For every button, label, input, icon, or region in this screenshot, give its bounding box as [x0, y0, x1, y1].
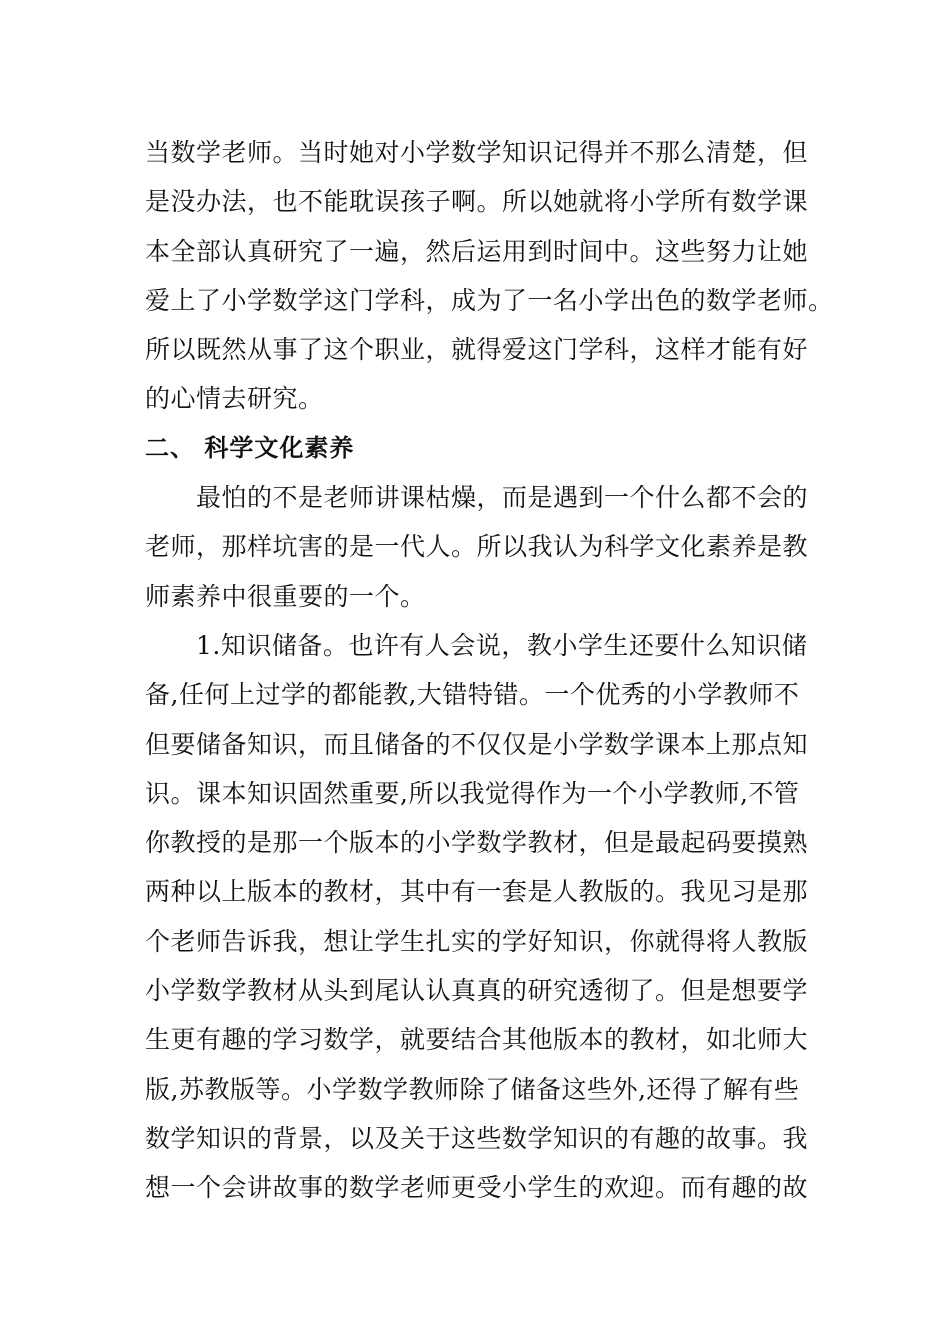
paragraph-line: 个老师告诉我，想让学生扎实的学好知识，你就得将人教版 [145, 926, 809, 956]
paragraph-line: 最怕的不是老师讲课枯燥，而是遇到一个什么都不会的 [145, 483, 809, 513]
paragraph-line: 爱上了小学数学这门学科，成为了一名小学出色的数学老师。 [145, 285, 834, 315]
paragraph-line: 小学数学教材从头到尾认认真真的研究透彻了。但是想要学 [145, 976, 809, 1006]
paragraph-line: 识。课本知识固然重要,所以我觉得作为一个小学教师,不管 [145, 778, 800, 808]
paragraph-line: 版,苏教版等。小学数学教师除了储备这些外,还得了解有些 [145, 1074, 800, 1104]
paragraph-line: 师素养中很重要的一个。 [145, 581, 426, 611]
section-heading: 二、 科学文化素养 [145, 433, 355, 462]
paragraph-line: 本全部认真研究了一遍，然后运用到时间中。这些努力让她 [145, 236, 809, 266]
paragraph-line: 两种以上版本的教材，其中有一套是人教版的。我见习是那 [145, 877, 809, 907]
paragraph-line: 生更有趣的学习数学，就要结合其他版本的教材，如北师大 [145, 1025, 809, 1055]
paragraph-line: 但要储备知识，而且储备的不仅仅是小学数学课本上那点知 [145, 729, 809, 759]
document-body [145, 128, 834, 1213]
paragraph-line: 你教授的是那一个版本的小学数学教材，但是最起码要摸熟 [145, 828, 809, 858]
paragraph-line: 数学知识的背景，以及关于这些数学知识的有趣的故事。我 [145, 1123, 809, 1153]
paragraph-line: 备,任何上过学的都能教,大错特错。一个优秀的小学教师不 [145, 680, 800, 710]
paragraph-line: 所以既然从事了这个职业，就得爱这门学科，这样才能有好 [145, 335, 809, 365]
paragraph-line: 的心情去研究。 [145, 384, 324, 414]
paragraph-line: 老师，那样坑害的是一代人。所以我认为科学文化素养是教 [145, 532, 809, 562]
paragraph-line: 是没办法，也不能耽误孩子啊。所以她就将小学所有数学课 [145, 187, 809, 217]
paragraph-line: 1.知识储备。也许有人会说，教小学生还要什么知识储 [145, 630, 808, 660]
paragraph-line: 想一个会讲故事的数学老师更受小学生的欢迎。而有趣的故 [145, 1173, 809, 1203]
paragraph-line: 当数学老师。当时她对小学数学知识记得并不那么清楚，但 [145, 138, 809, 167]
